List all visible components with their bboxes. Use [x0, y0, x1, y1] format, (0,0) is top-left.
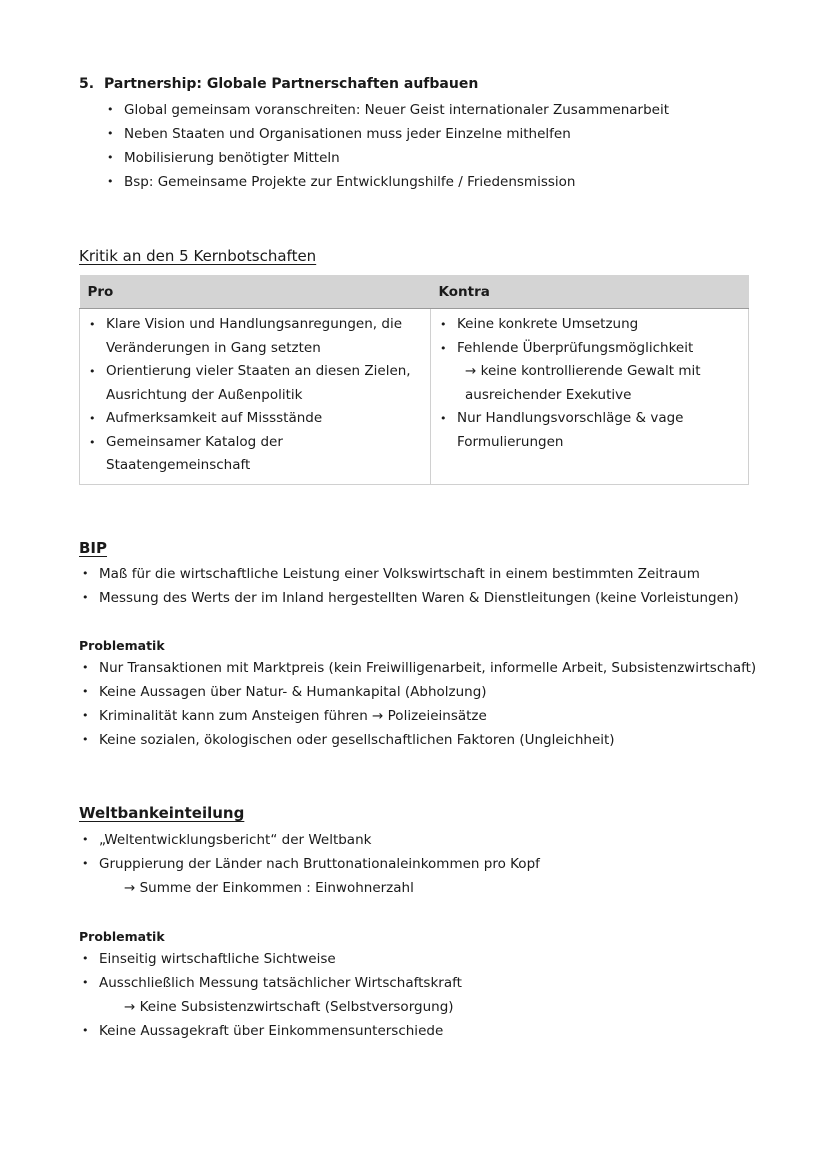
- table-header-row: [80, 276, 749, 309]
- list-item: • Klare Vision und Handlungsanregungen, die Veränderungen in Gang setzten: [88, 313, 430, 360]
- list-item: • Einseitig wirtschaftliche Sichtweise: [80, 947, 462, 971]
- bip-problem-list: [80, 656, 756, 752]
- list-item: • Fehlende Überprüfungsmöglichkeit: [439, 337, 748, 361]
- list-item: • Global gemeinsam voranschreiten: Neuer Geist internationaler Zusammenarbeit: [105, 98, 669, 122]
- list-item: • Aufmerksamkeit auf Missstände: [88, 407, 430, 431]
- bip-problem-heading: Problematik: [79, 638, 165, 653]
- list-item: • Keine Aussagekraft über Einkommensunterschiede: [80, 1019, 462, 1043]
- list-item: • Gemeinsamer Katalog der Staatengemeinschaft: [88, 431, 430, 478]
- weltbank-problem-heading: Problematik: [79, 929, 165, 944]
- weltbank-problem-list: [80, 947, 462, 1043]
- weltbank-heading: Weltbankeinteilung: [79, 804, 245, 822]
- list-item: • Neben Staaten und Organisationen muss jeder Einzelne mithelfen: [105, 122, 669, 146]
- list-item: • Keine sozialen, ökologischen oder gesellschaftlichen Faktoren (Ungleichheit): [80, 728, 756, 752]
- list-item: • Orientierung vieler Staaten an diesen Zielen, Ausrichtung der Außenpolitik: [88, 360, 430, 407]
- pro-cell: [80, 309, 431, 485]
- kontra-cell: [431, 309, 749, 485]
- list-subitem: → keine kontrollierende Gewalt mit ausreichender Exekutive: [465, 363, 701, 403]
- list-item: • Nur Transaktionen mit Marktpreis (kein Freiwilligenarbeit, informelle Arbeit, Subsistenzwirtschaft): [80, 656, 756, 680]
- pro-column-header: Pro: [80, 276, 431, 309]
- kritik-heading: Kritik an den 5 Kernbotschaften: [79, 247, 317, 265]
- list-item: • Messung des Werts der im Inland hergestellten Waren & Dienstleitungen (keine Vorleistungen): [80, 586, 739, 610]
- list-item: • Kriminalität kann zum Ansteigen führen → Polizeieinsätze: [80, 704, 756, 728]
- list-item: • Keine konkrete Umsetzung: [439, 313, 748, 337]
- kritik-table: [79, 275, 749, 485]
- section-5-title: [79, 76, 478, 92]
- list-item: • „Weltentwicklungsbericht“ der Weltbank: [80, 828, 540, 852]
- list-item: • Mobilisierung benötigter Mitteln: [105, 146, 669, 170]
- section-number: 5.: [79, 76, 95, 92]
- weltbank-list: [80, 828, 540, 900]
- section-title-text: Partnership: Globale Partnerschaften aufbauen: [104, 76, 479, 92]
- pro-list: [80, 313, 430, 478]
- list-subitem: → Keine Subsistenzwirtschaft (Selbstversorgung): [124, 999, 454, 1015]
- list-item: • Nur Handlungsvorschläge & vage Formulierungen: [439, 407, 748, 454]
- kontra-column-header: Kontra: [431, 276, 749, 309]
- list-subitem: → Summe der Einkommen : Einwohnerzahl: [124, 880, 414, 896]
- list-item: • Gruppierung der Länder nach Bruttonationaleinkommen pro Kopf: [80, 852, 540, 876]
- bip-heading: BIP: [79, 539, 108, 557]
- kontra-list: [431, 313, 748, 454]
- list-item: • Ausschließlich Messung tatsächlicher Wirtschaftskraft: [80, 971, 462, 995]
- section-5-list: [105, 98, 669, 194]
- table-row: [80, 309, 749, 485]
- bip-list: [80, 562, 739, 610]
- list-item: • Keine Aussagen über Natur- & Humankapital (Abholzung): [80, 680, 756, 704]
- list-item: • Maß für die wirtschaftliche Leistung einer Volkswirtschaft in einem bestimmten Zeitraum: [80, 562, 739, 586]
- list-item: • Bsp: Gemeinsame Projekte zur Entwicklungshilfe / Friedensmission: [105, 170, 669, 194]
